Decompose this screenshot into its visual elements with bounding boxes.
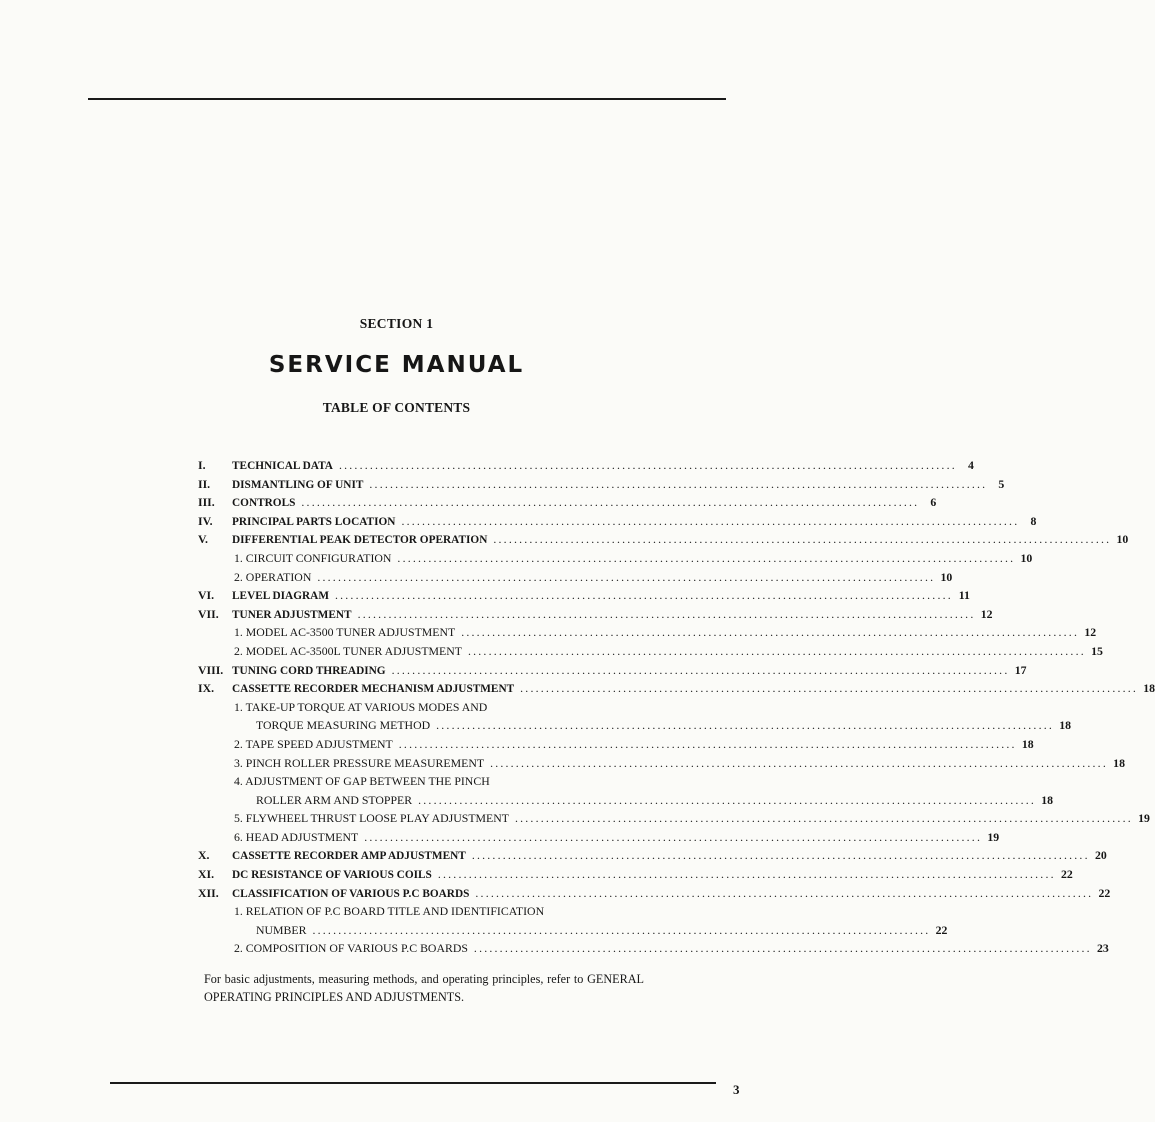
toc-entry — [198, 792, 1054, 812]
section-label: SECTION 1 — [359, 316, 434, 331]
toc-entry-title: TECHNICAL DATA — [232, 460, 333, 472]
toc-leader-dots: ........................................................................................................................ — [437, 867, 1056, 882]
toc-entry-number: VIII. — [198, 662, 224, 677]
toc-entry-number: IV. — [198, 513, 213, 528]
toc-entry-title: CLASSIFICATION OF VARIOUS P.C BOARDS — [232, 887, 470, 900]
toc-entry — [198, 643, 1103, 663]
toc-leader-dots: ........................................................................................................................ — [493, 532, 1112, 547]
toc-leader-dots: ........................................................................................................................ — [490, 755, 1108, 770]
toc-leader-dots: ........................................................................................................................ — [514, 811, 1133, 826]
toc-entry — [198, 625, 1097, 644]
toc-entry — [198, 569, 953, 589]
toc-entry-title: 2. COMPOSITION OF VARIOUS P.C BOARDS — [234, 941, 468, 956]
toc-entry-number: III. — [198, 495, 215, 510]
toc-leader-dots: ........................................................................................................................ — [338, 458, 957, 472]
toc-leader-dots: ........................................................................................................................ — [364, 829, 983, 844]
toc-leader-dots: ........................................................................................................................ — [473, 941, 1092, 956]
toc-entry-number: V. — [198, 532, 208, 547]
toc-entry-number: II. — [198, 476, 211, 491]
toc-entry-page: 4 — [967, 458, 974, 472]
toc-entry-title: 1. MODEL AC-3500 TUNER ADJUSTMENT — [234, 625, 456, 640]
toc-entry-title: 6. HEAD ADJUSTMENT — [234, 829, 359, 844]
toc-entry-number: XII. — [198, 885, 219, 900]
toc-entry — [198, 885, 1111, 905]
toc-leader-dots: ........................................................................................................................ — [398, 736, 1017, 751]
toc-entry — [198, 867, 1073, 886]
toc-entry-title: CASSETTE RECORDER AMP ADJUSTMENT — [232, 850, 466, 863]
toc-entry-page: 8 — [1030, 513, 1037, 528]
toc-entry-title: 1. TAKE-UP TORQUE AT VARIOUS MODES AND — [234, 699, 488, 714]
toc-entry — [198, 550, 1033, 570]
manual-title: SERVICE MANUAL — [268, 352, 525, 378]
toc-entry-page: 10 — [1020, 550, 1033, 565]
toc-entry-number: I. — [198, 458, 206, 472]
page-number: 3 — [733, 1082, 740, 1097]
toc-entry — [198, 904, 640, 923]
toc-entry-title: 2. TAPE SPEED ADJUSTMENT — [234, 736, 393, 751]
toc-leader-dots: ........................................................................................................................ — [317, 569, 936, 584]
toc-entry — [198, 736, 1034, 756]
toc-leader-dots: ........................................................................................................................ — [418, 792, 1037, 807]
toc-entry-title: DIFFERENTIAL PEAK DETECTOR OPERATION — [232, 534, 488, 547]
toc-entry-page: 19 — [987, 829, 1000, 844]
toc-entry — [198, 848, 1107, 867]
toc-entry-title: CASSETTE RECORDER MECHANISM ADJUSTMENT — [232, 683, 515, 696]
footnote: For basic adjustments, measuring methods, and operating principles, refer to GENERAL OPERATING PRINCIPLES AND ADJUSTMENTS. — [204, 972, 644, 1004]
toc-entry-page: 18 — [1041, 792, 1054, 807]
toc-entry — [198, 458, 974, 477]
toc-entry-title: 3. PINCH ROLLER PRESSURE MEASUREMENT — [234, 755, 485, 770]
toc-entry-title: 4. ADJUSTMENT OF GAP BETWEEN THE PINCH — [234, 774, 490, 789]
toc-entry — [198, 532, 1129, 551]
toc-entry — [198, 755, 1125, 775]
toc-entry-title: NUMBER — [256, 922, 307, 937]
table-of-contents — [198, 458, 1155, 960]
toc-entry-title: CONTROLS — [232, 497, 296, 510]
toc-entry-number: VII. — [198, 606, 219, 621]
toc-entry — [198, 718, 1072, 737]
toc-leader-dots: ........................................................................................................................ — [301, 495, 920, 510]
toc-heading: TABLE OF CONTENTS — [322, 400, 471, 415]
toc-entry-page: 22 — [1098, 885, 1111, 900]
toc-entry-title: DC RESISTANCE OF VARIOUS COILS — [232, 869, 432, 882]
toc-leader-dots: ........................................................................................................................ — [461, 625, 1080, 640]
toc-entry-page: 17 — [1014, 662, 1027, 677]
toc-entry — [198, 495, 937, 514]
toc-entry-page: 10 — [940, 569, 953, 584]
toc-entry-number: VI. — [198, 588, 215, 603]
toc-leader-dots: ........................................................................................................................ — [436, 718, 1055, 733]
toc-leader-dots: ........................................................................................................................ — [369, 476, 988, 491]
toc-entry-page: 11 — [958, 588, 970, 603]
toc-entry — [198, 941, 1109, 960]
toc-entry-number: XI. — [198, 867, 215, 882]
toc-entry — [198, 922, 948, 942]
toc-leader-dots: ........................................................................................................................ — [520, 681, 1139, 696]
toc-entry — [198, 811, 1150, 830]
toc-entry-title: 2. MODEL AC-3500L TUNER ADJUSTMENT — [234, 643, 462, 658]
toc-entry-page: 18 — [1113, 755, 1125, 770]
toc-entry-number: IX. — [198, 681, 215, 696]
toc-entry-title: TUNING CORD THREADING — [232, 664, 386, 677]
toc-entry — [198, 774, 640, 793]
toc-entry-page: 12 — [1084, 625, 1097, 640]
toc-entry-number: X. — [198, 848, 210, 863]
toc-entry-page: 19 — [1138, 811, 1150, 826]
toc-leader-dots: ........................................................................................................................ — [471, 848, 1090, 863]
toc-leader-dots: ........................................................................................................................ — [312, 922, 931, 937]
toc-entry-title: 5. FLYWHEEL THRUST LOOSE PLAY ADJUSTMENT — [234, 811, 509, 826]
toc-entry-page: 23 — [1097, 941, 1109, 956]
toc-leader-dots: ........................................................................................................................ — [475, 885, 1094, 900]
toc-entry-page: 15 — [1091, 643, 1103, 658]
toc-entry — [198, 588, 970, 607]
toc-entry — [198, 829, 1000, 849]
toc-leader-dots: ........................................................................................................................ — [397, 550, 1016, 565]
toc-entry-title: ROLLER ARM AND STOPPER — [256, 792, 413, 807]
toc-entry-page: 6 — [930, 495, 937, 510]
toc-entry-title: 2. OPERATION — [234, 569, 312, 584]
toc-entry — [198, 476, 1005, 496]
toc-leader-dots: ........................................................................................................................ — [401, 513, 1020, 528]
toc-entry-page: 18 — [1143, 681, 1155, 696]
toc-leader-dots: ........................................................................................................................ — [391, 662, 1010, 677]
toc-entry-title: DISMANTLING OF UNIT — [232, 478, 364, 491]
toc-entry-page: 18 — [1021, 736, 1034, 751]
toc-entry — [198, 700, 640, 719]
toc-entry-title: 1. RELATION OF P.C BOARD TITLE AND IDENTIFICATION — [234, 904, 545, 919]
toc-entry — [198, 662, 1027, 682]
toc-entry-page: 18 — [1059, 718, 1072, 733]
bottom-rule — [110, 1082, 716, 1084]
toc-leader-dots: ........................................................................................................................ — [357, 606, 976, 621]
toc-entry-page: 20 — [1094, 848, 1107, 863]
toc-entry-page: 22 — [935, 922, 948, 937]
toc-entry — [198, 606, 993, 626]
toc-entry-title: 1. CIRCUIT CONFIGURATION — [234, 550, 392, 565]
toc-entry-page: 22 — [1060, 867, 1073, 882]
toc-entry-page: 12 — [980, 606, 993, 621]
toc-entry — [198, 513, 1037, 533]
toc-entry-title: PRINCIPAL PARTS LOCATION — [232, 515, 396, 528]
toc-entry-title: TUNER ADJUSTMENT — [232, 608, 352, 621]
toc-leader-dots: ........................................................................................................................ — [334, 588, 953, 603]
toc-entry-title: TORQUE MEASURING METHOD — [256, 718, 431, 733]
toc-entry-page: 10 — [1116, 532, 1129, 547]
toc-entry-title: LEVEL DIAGRAM — [232, 590, 329, 603]
toc-entry — [198, 681, 1155, 700]
toc-entry-page: 5 — [998, 476, 1005, 491]
top-rule — [88, 98, 726, 100]
toc-leader-dots: ........................................................................................................................ — [467, 643, 1086, 658]
